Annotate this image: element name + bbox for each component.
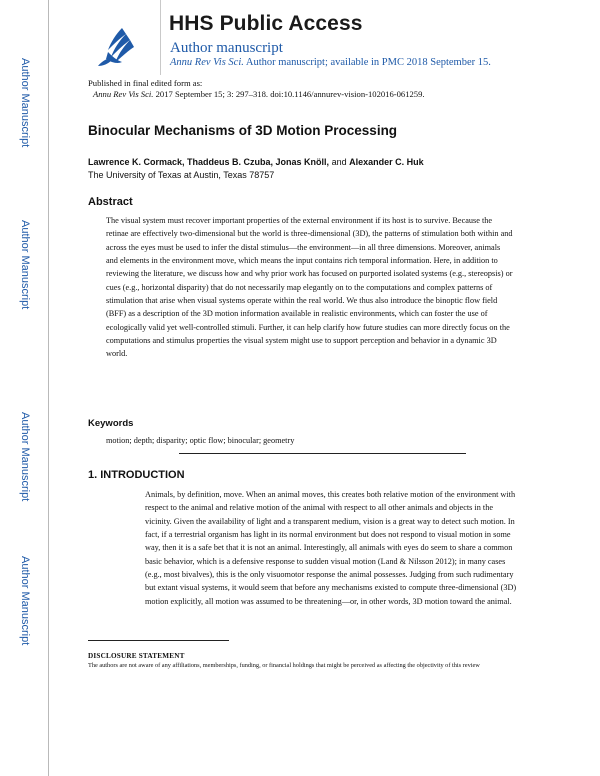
citation: [93, 89, 425, 99]
keywords-list: motion; depth; disparity; optic flow; binocular; geometry: [106, 436, 295, 445]
journal-availability: [170, 57, 491, 68]
authors-primary: Lawrence K. Cormack, Thaddeus B. Czuba, Jonas Knöll,: [88, 157, 330, 167]
header-divider: [160, 0, 161, 75]
side-label-author-manuscript: Author Manuscript: [19, 220, 31, 310]
affiliation: The University of Texas at Austin, Texas 78757: [88, 170, 275, 180]
authors-and: and: [329, 157, 350, 167]
footnote-divider: [88, 640, 229, 641]
keywords-heading: Keywords: [88, 418, 134, 429]
introduction-body: Animals, by definition, move. When an animal moves, this creates both relative motion of the environment with respect to the animal and relative motion of the animal with respect to all other animals and objects in the vicinity. Given the availability of light and a transparent medium, vision is a great way to detect such motion. In fact, if a terrestrial organism has light in its normal environment but does not respond to visual motion in some way, then it is a safe bet that it is not an animal. Interestingly, all animals with eyes do seem to share a common basic behavior, which is a defensive response to sudden visual motion (Land & Nilsson 2012); in many cases (e.g., most bivalves), this is the only visuomotor response the animal possesses. Judging from such rudimentary but extant visual systems, it would seem that before any mechanisms existed to compute three-dimensional (3D) motion explicitly, all motion was assumed to be threatening—or, in other words, 3D motion toward the animal.: [145, 490, 517, 606]
disclosure-heading: DISCLOSURE STATEMENT: [88, 652, 185, 660]
side-label-author-manuscript: Author Manuscript: [19, 412, 31, 502]
authors-last: Alexander C. Huk: [349, 157, 424, 167]
side-label-author-manuscript: Author Manuscript: [19, 556, 31, 646]
author-manuscript-label: Author manuscript: [170, 40, 283, 56]
hhs-header: [40, 0, 600, 75]
citation-details: 2017 September 15; 3: 297–318. doi:10.1146/annurev-vision-102016-061259.: [155, 89, 425, 99]
side-label-author-manuscript: Author Manuscript: [19, 58, 31, 148]
abstract-heading: Abstract: [88, 196, 133, 208]
hhs-public-access-title: HHS Public Access: [169, 12, 363, 35]
citation-journal: Annu Rev Vis Sci.: [93, 89, 154, 99]
journal-availability-text: Author manuscript; available in PMC 2018 September 15.: [245, 57, 491, 68]
disclosure-body: The authors are not aware of any affiliations, memberships, funding, or financial holdings that might be perceived as affecting the objectivity of this review: [88, 662, 480, 669]
hhs-eagle-logo-icon: [78, 22, 156, 72]
side-rail-divider: [48, 0, 49, 776]
article-title: Binocular Mechanisms of 3D Motion Processing: [88, 123, 398, 138]
abstract-body: The visual system must recover important properties of the external environment if its host is to survive. Because the retinae are effectively two-dimensional but the world is three-dimensional (3D), the patterns of stimulation both within and across the eyes must be used to infer the distal stimulus—the environment—in all three dimensions. Moreover, animals and elements in the environment move, which means the input contains rich temporal information. Here, in addition to reviewing the literature, we discuss how and why prior work has focused on purported isolated systems (e.g., stereopsis) or cues (e.g., horizontal disparity) that do not necessarily map elegantly on to the computations and complex patterns of stimulation that arise when visual systems operate within the real world. We thus also introduce the binoptic flow field (BFF) as a description of the 3D motion information available in realistic environments, which can foster the use of ecologically valid yet well-controlled stimuli. Further, it can help clarify how future studies can more directly focus on the computations and stimulus properties the visual system might use to support perception and behavior in a dynamic 3D world.: [106, 216, 513, 359]
journal-abbrev: Annu Rev Vis Sci.: [170, 57, 244, 68]
author-list: [88, 157, 424, 167]
published-final-label: Published in final edited form as:: [88, 78, 203, 88]
keywords-divider: [179, 453, 466, 454]
introduction-heading: 1. INTRODUCTION: [88, 469, 185, 481]
